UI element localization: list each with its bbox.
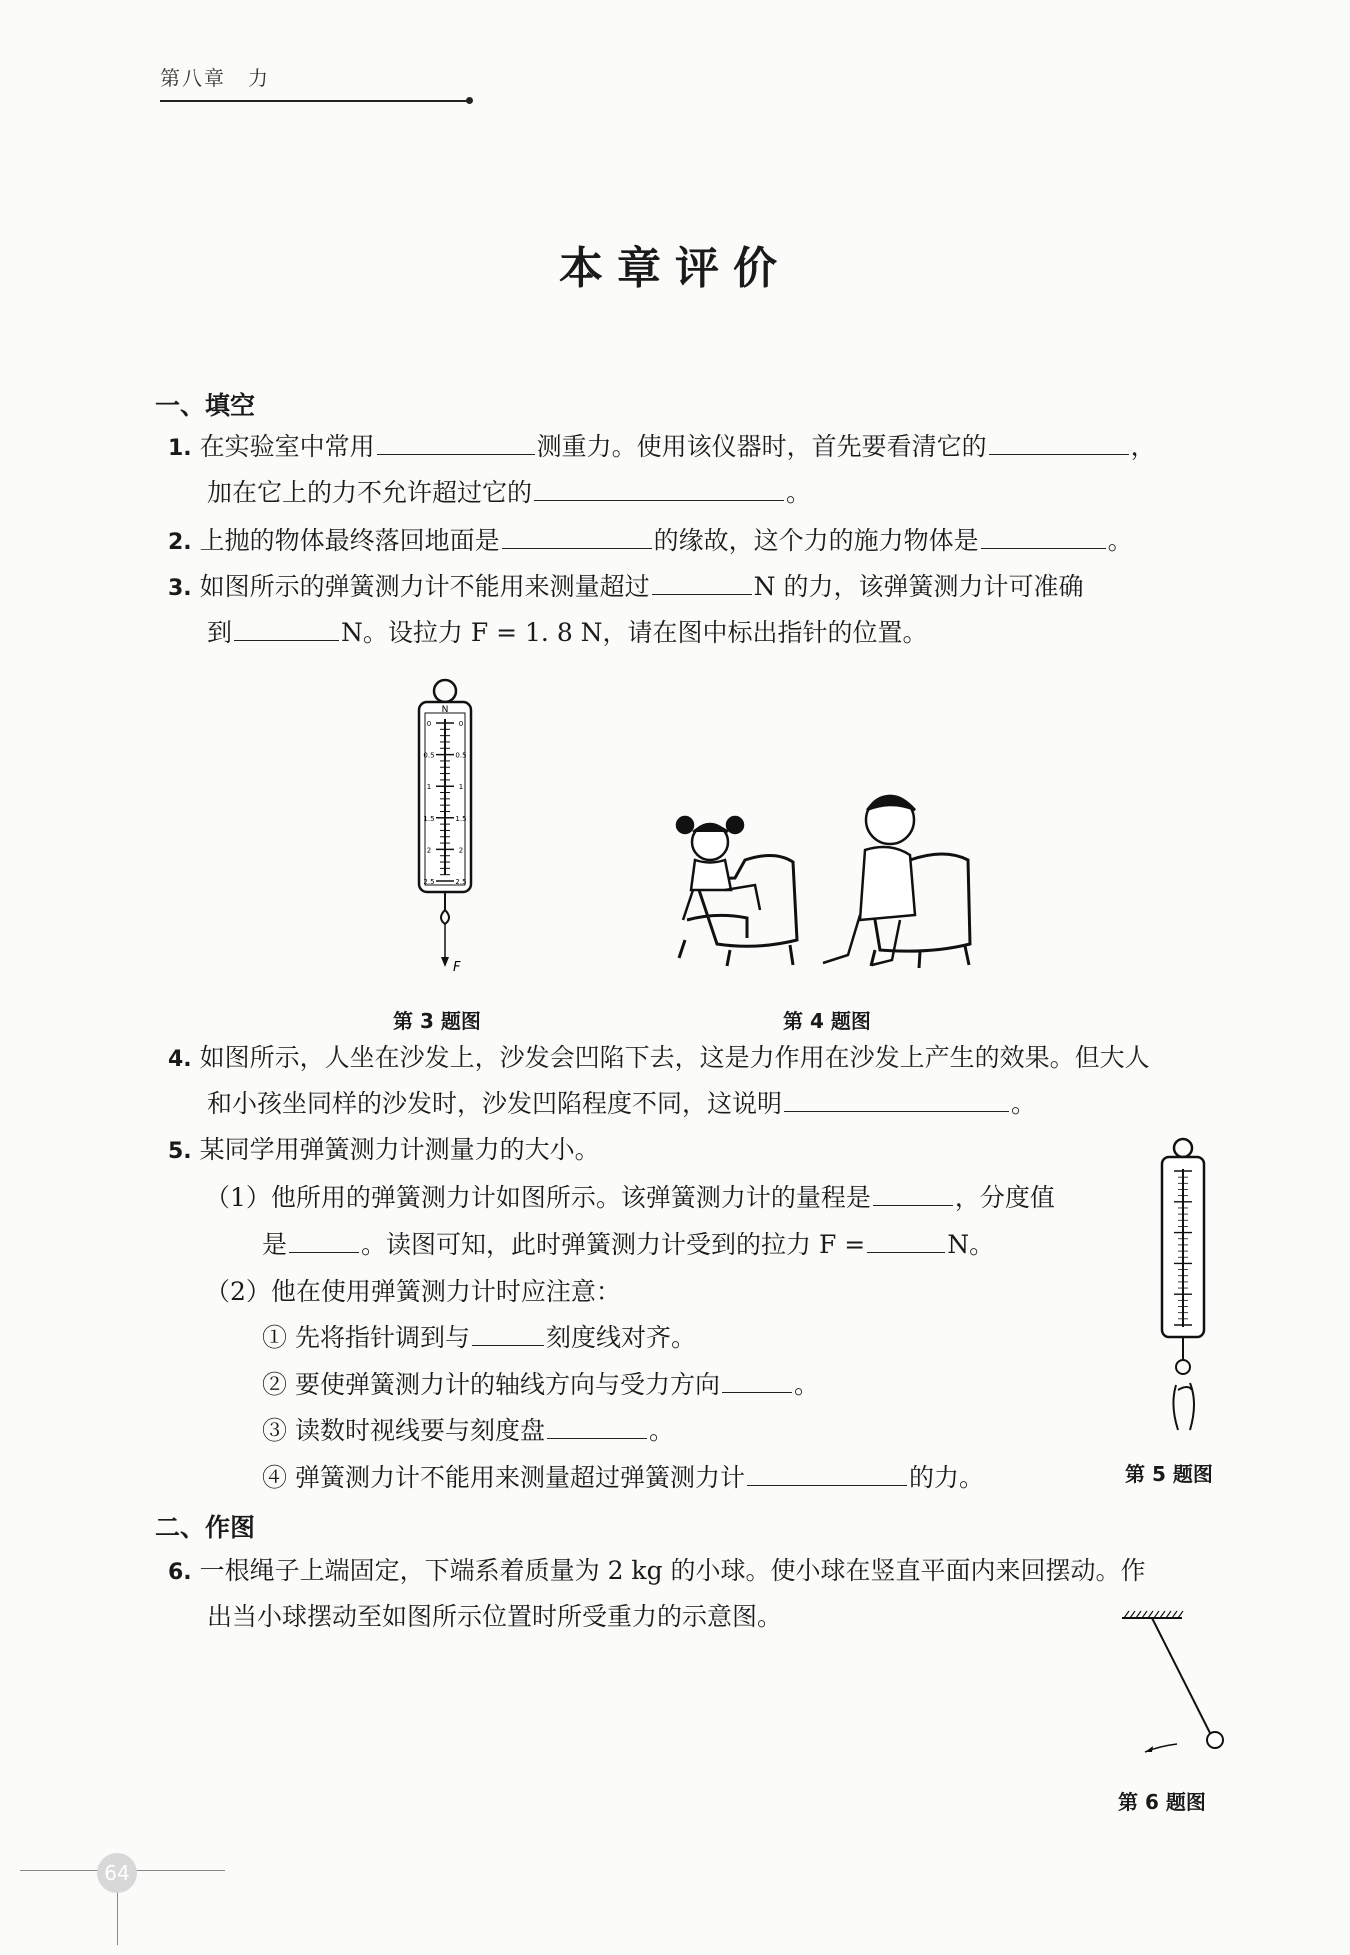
pendulum-string	[1152, 1618, 1210, 1733]
text: 某同学用弹簧测力计测量力的大小。	[199, 1135, 600, 1164]
blank-1[interactable]	[652, 572, 752, 595]
arrow-head-icon	[441, 957, 449, 967]
question-4-line-1	[168, 1043, 1150, 1075]
blank-division[interactable]	[289, 1230, 359, 1253]
figure-4-illustration	[665, 780, 995, 975]
tick-label: 1.5	[455, 814, 467, 823]
hatch-line	[1124, 1611, 1129, 1618]
text: 上抛的物体最终落回地面是	[199, 526, 500, 555]
blank-1[interactable]	[502, 526, 652, 549]
tick-label: 2.5	[455, 878, 467, 886]
text: 的缘故，这个力的施力物体是	[653, 526, 979, 555]
text: 。	[648, 1416, 674, 1445]
blank-1[interactable]	[472, 1323, 544, 1346]
page-number: 64	[97, 1853, 137, 1893]
figure-3-caption: 第 3 题图	[393, 1009, 481, 1033]
chapter-header: 第八章 力	[160, 66, 270, 90]
text: ④ 弹簧测力计不能用来测量超过弹簧测力计	[262, 1463, 745, 1492]
text: ① 先将指针调到与	[262, 1323, 470, 1352]
figure-5-caption: 第 5 题图	[1125, 1462, 1213, 1486]
hatch-line	[1130, 1611, 1135, 1618]
blank-3[interactable]	[534, 478, 784, 501]
hand-icon	[1173, 1383, 1194, 1430]
text: 是	[262, 1230, 288, 1259]
question-5-item-3	[262, 1416, 674, 1446]
question-5-item-1	[262, 1323, 696, 1353]
text: ③ 读数时视线要与刻度盘	[262, 1416, 545, 1445]
blank-4[interactable]	[747, 1463, 907, 1486]
text: 在实验室中常用	[199, 432, 375, 461]
hatch-line	[1178, 1611, 1183, 1618]
blank-2[interactable]	[989, 432, 1129, 455]
hook-icon	[1176, 1360, 1190, 1374]
question-5-part-2	[205, 1277, 621, 1307]
scale-ring-icon	[434, 680, 456, 702]
hatch-line	[1148, 1611, 1153, 1618]
tick-label: 2	[426, 846, 432, 855]
tick-label: 0.5	[455, 751, 467, 760]
text: （1）他所用的弹簧测力计如图所示。该弹簧测力计的量程是	[205, 1183, 871, 1212]
question-5-item-4	[262, 1463, 984, 1493]
section-drawing: 二、作图	[155, 1513, 256, 1542]
man-figure	[823, 796, 915, 965]
question-3-line-1	[168, 572, 1083, 604]
tick-label: 2	[458, 846, 464, 855]
hatch-line	[1154, 1611, 1159, 1618]
text: 和小孩坐同样的沙发时，沙发凹陷程度不同，这说明	[207, 1089, 783, 1118]
figure-6-caption: 第 6 题图	[1118, 1790, 1206, 1814]
hook-icon	[441, 910, 449, 924]
text: 测重力。使用该仪器时，首先要看清它的	[536, 432, 987, 461]
text: 加在它上的力不允许超过它的	[207, 478, 533, 507]
hatch-line	[1136, 1611, 1141, 1618]
hatch-line	[1142, 1611, 1147, 1618]
ceiling-hatch	[1124, 1611, 1183, 1618]
scale-ring-icon	[1174, 1139, 1192, 1157]
tick-label: 1	[426, 783, 432, 792]
question-6-line-1	[168, 1556, 1146, 1588]
tick-label: 2.5	[423, 878, 435, 886]
text: ，分度值	[954, 1183, 1055, 1212]
text: （2）他在使用弹簧测力计时应注意：	[205, 1277, 621, 1306]
text: 出当小球摆动至如图所示位置时所受重力的示意图。	[207, 1602, 783, 1631]
question-1-line-1	[168, 432, 1156, 464]
section-fill-in: 一、填空	[155, 391, 256, 420]
text: N。设拉力 F = 1. 8 N，请在图中标出指针的位置。	[341, 618, 928, 647]
force-label: F	[453, 960, 461, 975]
blank-2[interactable]	[981, 526, 1106, 549]
blank-range[interactable]	[873, 1183, 953, 1206]
question-5-part-1-line-1	[205, 1183, 1055, 1213]
figure-4-caption: 第 4 题图	[783, 1009, 871, 1033]
page-title: 本章评价	[559, 243, 791, 294]
text: N 的力，该弹簧测力计可准确	[753, 572, 1084, 601]
text: ② 要使弹簧测力计的轴线方向与受力方向	[262, 1370, 720, 1399]
text: 的力。	[908, 1463, 984, 1492]
text: 。	[1107, 526, 1133, 555]
question-number: 3.	[168, 576, 192, 601]
question-number: 4.	[168, 1047, 192, 1072]
text: 。	[1011, 1089, 1037, 1118]
header-rule-dot	[466, 97, 473, 104]
question-5-intro	[168, 1135, 600, 1167]
question-number: 1.	[168, 436, 192, 461]
blank-2[interactable]	[234, 618, 339, 641]
text: 如图所示的弹簧测力计不能用来测量超过	[199, 572, 650, 601]
question-6-line-2	[207, 1602, 782, 1632]
girl-figure	[677, 817, 760, 920]
unit-label: N	[441, 705, 449, 715]
blank-force[interactable]	[867, 1230, 945, 1253]
hatch-line	[1160, 1611, 1165, 1618]
text: 如图所示，人坐在沙发上，沙发会凹陷下去，这是力作用在沙发上产生的效果。但大人	[199, 1043, 1150, 1072]
blank-3[interactable]	[547, 1416, 647, 1439]
pendulum-ball	[1207, 1732, 1223, 1748]
text: ，	[1130, 432, 1156, 461]
text: 刻度线对齐。	[545, 1323, 696, 1352]
question-1-line-2	[207, 478, 811, 508]
question-number: 2.	[168, 530, 192, 555]
text: N。	[947, 1230, 995, 1259]
text: 一根绳子上端固定，下端系着质量为 2 kg 的小球。使小球在竖直平面内来回摆动。作	[199, 1556, 1146, 1585]
tick-label: 0.5	[423, 751, 435, 760]
question-5-item-2	[262, 1370, 819, 1400]
tick-label: 0	[426, 720, 432, 728]
figure-3-spring-scale	[405, 675, 485, 975]
blank-1[interactable]	[377, 432, 535, 455]
question-2	[168, 526, 1133, 558]
question-5-part-1-line-2	[262, 1230, 994, 1260]
tick-label: 1	[458, 783, 464, 792]
question-number: 5.	[168, 1139, 192, 1164]
text: 。读图可知，此时弹簧测力计受到的拉力 F =	[361, 1230, 866, 1259]
question-3-line-2	[207, 618, 928, 648]
figure-6-pendulum	[1110, 1600, 1230, 1760]
tick-label: 0	[458, 720, 464, 728]
tick-label: 1.5	[423, 814, 435, 823]
hatch-line	[1166, 1611, 1171, 1618]
blank-1[interactable]	[784, 1089, 1009, 1112]
blank-2[interactable]	[722, 1370, 792, 1393]
question-4-line-2	[207, 1089, 1036, 1119]
header-rule	[160, 100, 470, 102]
question-number: 6.	[168, 1560, 192, 1585]
hatch-line	[1172, 1611, 1177, 1618]
text: 。	[786, 478, 812, 507]
figure-5-spring-scale	[1148, 1135, 1218, 1435]
text: 。	[793, 1370, 819, 1399]
text: 到	[207, 618, 233, 647]
